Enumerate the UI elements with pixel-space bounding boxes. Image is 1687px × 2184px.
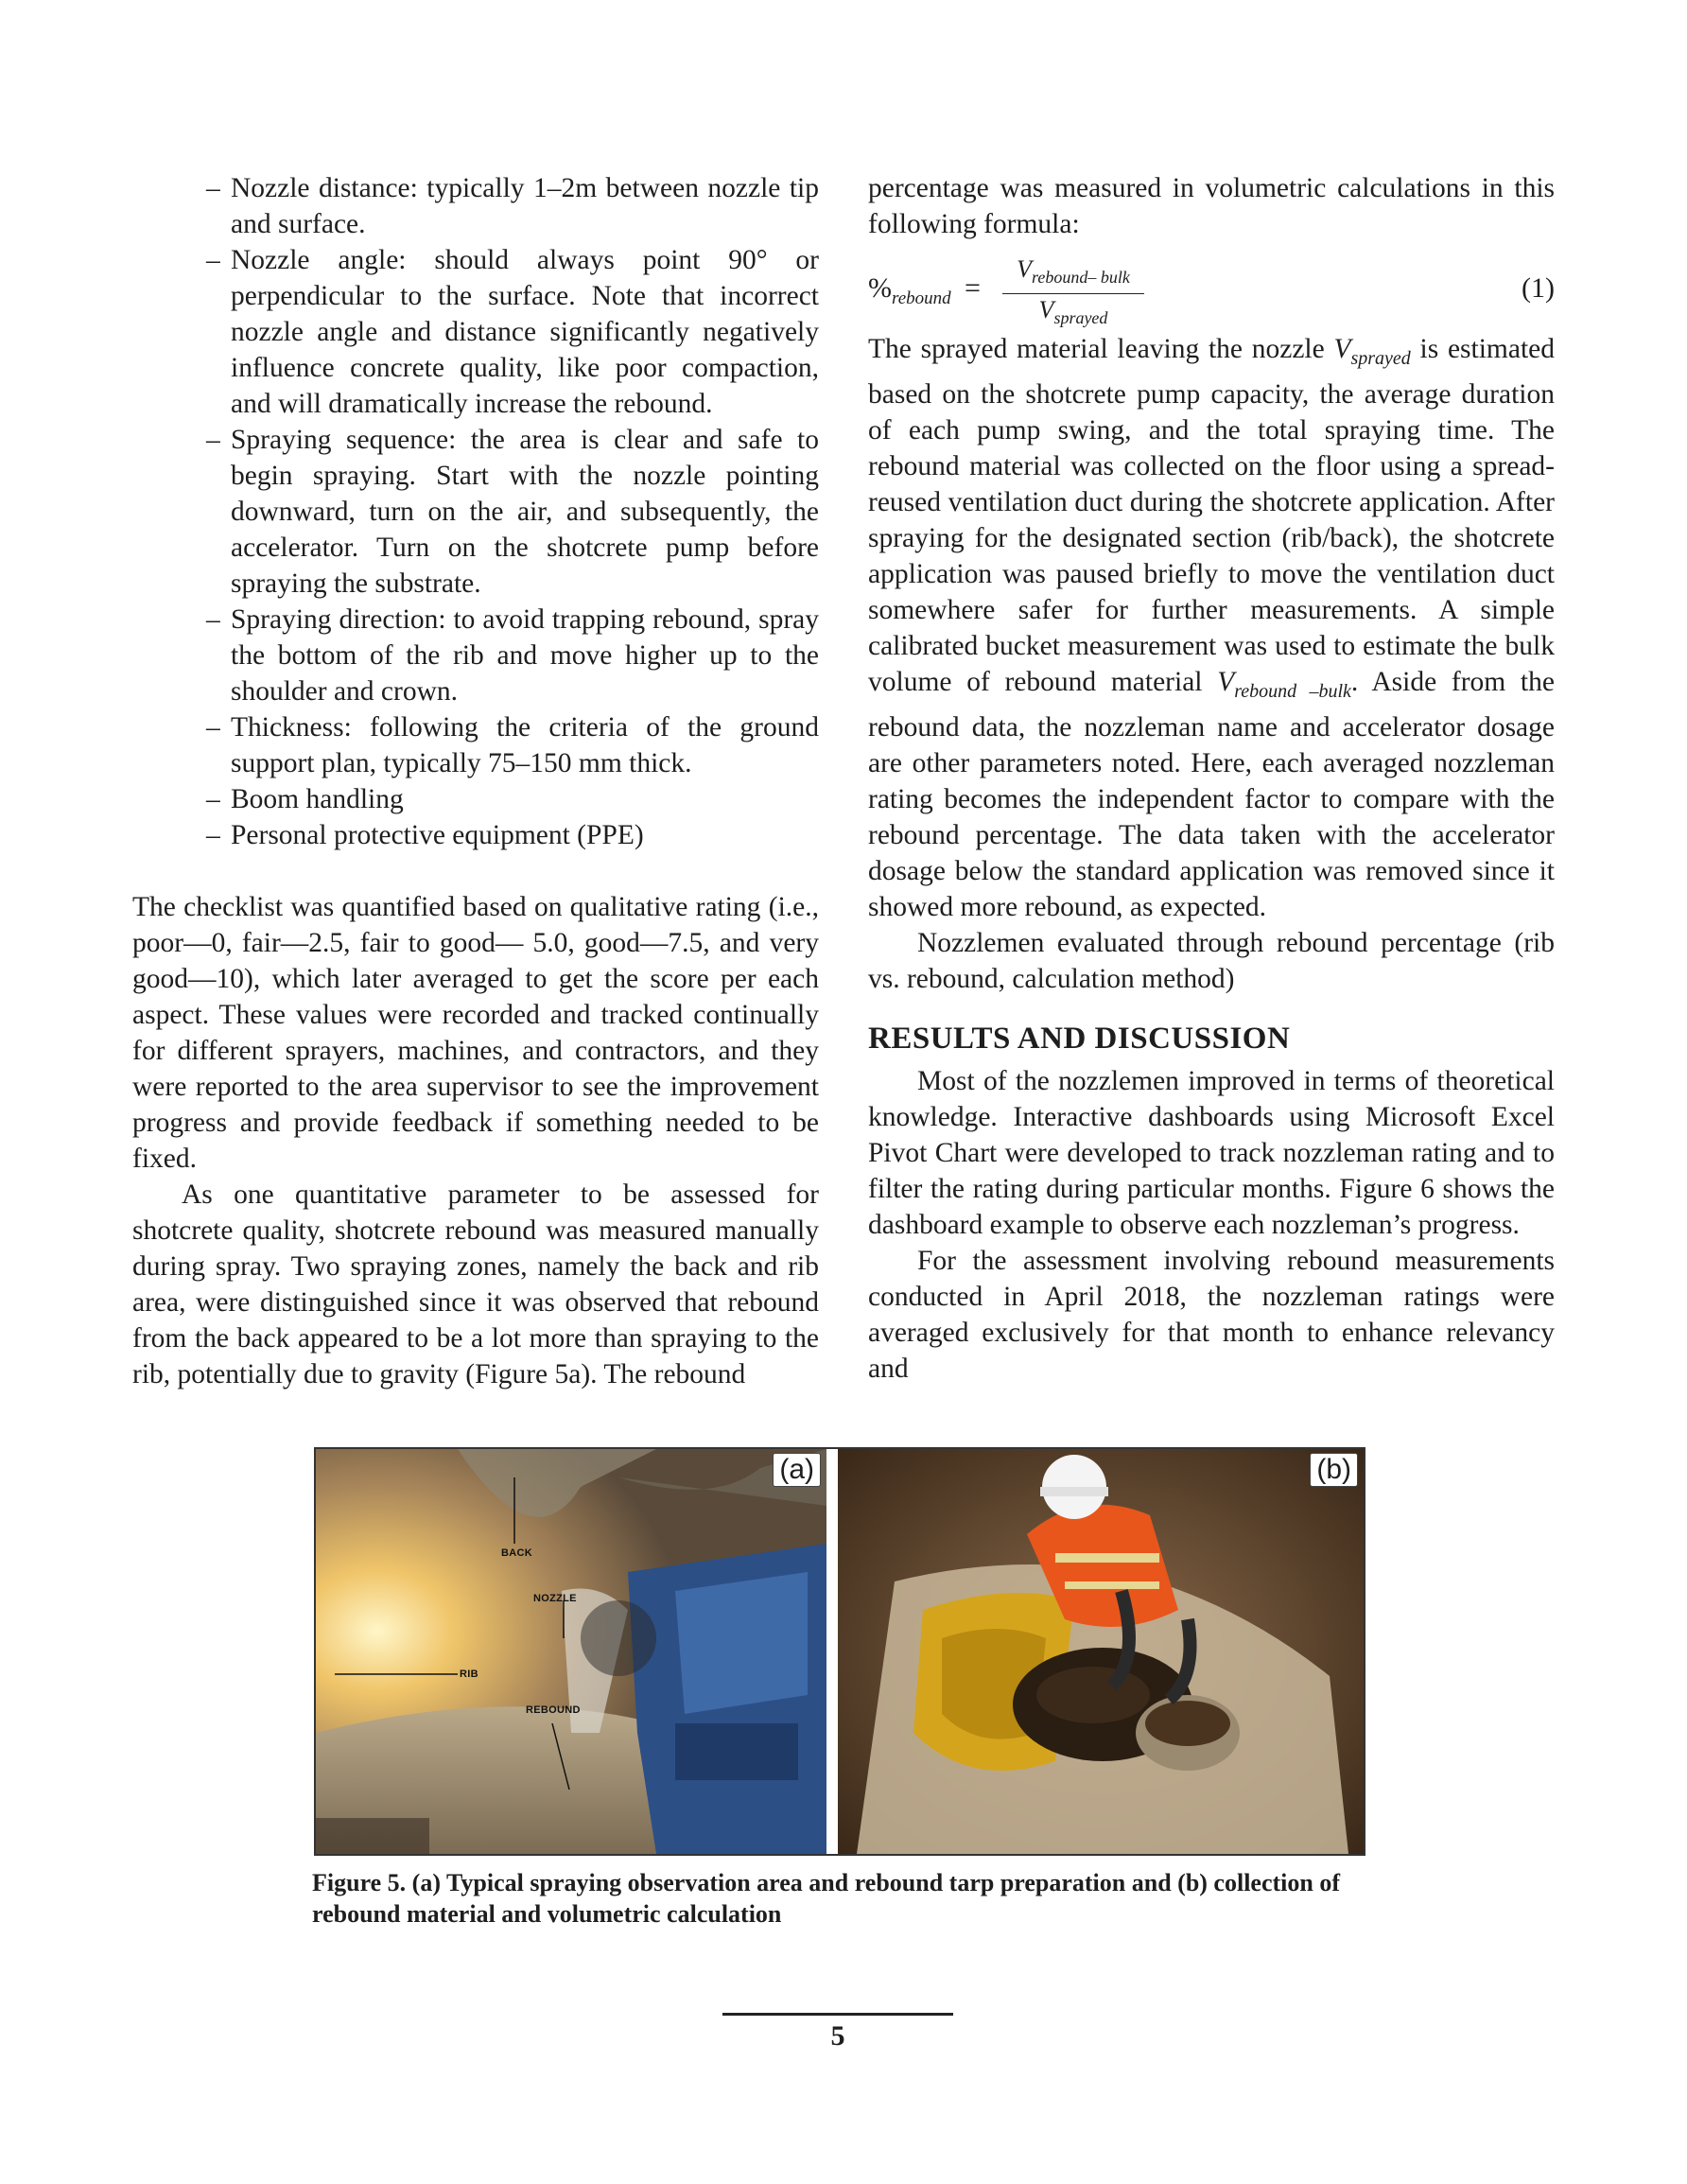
figure-5a-photo (316, 1449, 826, 1854)
section-heading-results: RESULTS AND DISCUSSION (868, 1021, 1291, 1056)
label-rebound: REBOUND (526, 1704, 581, 1716)
panel-label-b: (b) (1310, 1453, 1358, 1487)
bullet-item: – Boom handling (231, 781, 819, 817)
bullet-item: – Nozzle distance: typically 1–2m between nozzle tip and surface. (231, 170, 819, 242)
tunnel-spraying-photo (316, 1449, 826, 1854)
paragraph-nozzlemen-evaluated: Nozzlemen evaluated through rebound percentage (rib vs. rebound, calculation method) (868, 927, 1555, 994)
paragraph-results-dashboards: Most of the nozzlemen improved in terms of theoretical knowledge. Interactive dashboards using Microsoft Excel Pivot Chart were developed to track nozzleman rating and to filter the rating during particular months. Figure 6 shows the dashboard example to observe each nozzleman’s progress. (868, 1065, 1555, 1240)
equation-equals: = (965, 272, 981, 304)
label-back: BACK (501, 1547, 532, 1559)
equation-fraction (1002, 255, 1144, 332)
paragraph-sprayed-material: The sprayed material leaving the nozzle $V_{sprayed}$ is estimated based on the shotcrete pump capacity, the average duration of each pump swing, and the total spraying time. The rebound material was collected on the floor using a spread-reused ventilation duct during the shotcrete application. After spraying for the designated section (rib/back), the shotcrete application was paused briefly to move the ventilation duct somewhere safer for further measurements. A simple calibrated bucket measurement was used to estimate the bulk volume of rebound material $V_{rebound -bulk}$. Aside from the rebound data, the nozzleman name and accelerator dosage are other parameters noted. Here, each averaged nozzleman rating becomes the independent factor to compare with the rebound percentage. The data taken with the accelerator dosage below the standard application was removed since it showed more rebound, as expected. (868, 334, 1555, 922)
panel-label-a: (a) (773, 1453, 821, 1487)
footer-rule (722, 2013, 953, 2016)
equation-rebound-percentage (868, 255, 1555, 328)
bullet-item: – Spraying sequence: the area is clear and safe to begin spraying. Start with the nozzle pointing downward, turn on the air, and subsequently, the accelerator. Turn on the shotcrete pump before spraying the substrate. (231, 422, 819, 602)
equation-number: (1) (1522, 272, 1555, 304)
bullet-item: – Thickness: following the criteria of the ground support plan, typically 75–150 mm thick. (231, 709, 819, 781)
rebound-collection-photo (838, 1449, 1364, 1854)
bullet-dash: – (206, 820, 220, 850)
bullet-dash: – (206, 604, 220, 635)
equation-lhs: $\%_{rebound}$ (868, 272, 951, 308)
bullet-dash: – (206, 784, 220, 814)
bullet-item: – Personal protective equipment (PPE) (231, 817, 819, 853)
bullet-item: – Nozzle angle: should always point 90° or perpendicular to the surface. Note that incorrect nozzle angle and distance significantly negatively influence concrete quality, like poor compaction, and will dramatically increase the rebound. (231, 242, 819, 422)
bullet-dash: – (206, 425, 220, 455)
fraction-bar (1002, 293, 1144, 294)
paragraph-rebound-measurement: As one quantitative parameter to be assessed for shotcrete quality, shotcrete rebound was measured manually during spray. Two spraying zones, namely the back and rib area, were distinguished since it was observed that rebound from the back appeared to be a lot more than spraying to the rib, potentially due to gravity (Figure 5a). The rebound (132, 1179, 819, 1389)
label-rib: RIB (460, 1669, 478, 1680)
fraction-numerator: $V_{rebound- bulk}$ (1017, 255, 1130, 288)
bullet-dash: – (206, 245, 220, 275)
left-column (132, 170, 819, 1392)
paragraph-checklist-rating: The checklist was quantified based on qualitative rating (i.e., poor—0, fair—2.5, fair to good— 5.0, good—7.5, and very good—10), which later averaged to get the score per each aspect. These values were recorded and tracked continually for different sprayers, machines, and contractors, and they were reported to the area supervisor to see the improvement progress and provide feedback if something needed to be fixed. (132, 892, 819, 1174)
figure-5b-photo (838, 1449, 1364, 1854)
bullet-dash: – (206, 712, 220, 743)
label-nozzle: NOZZLE (533, 1593, 577, 1604)
paragraph-april-assessment: For the assessment involving rebound measurements conducted in April 2018, the nozzleman ratings were averaged exclusively for that month to enhance relevancy and (868, 1245, 1555, 1384)
checklist-bullets (132, 170, 819, 853)
right-column (868, 170, 1555, 1387)
fraction-denominator: $V_{sprayed}$ (1038, 296, 1108, 328)
figure-5 (314, 1447, 1365, 1856)
page-number: 5 (830, 2020, 845, 2052)
paragraph-formula-intro: percentage was measured in volumetric calculations in this following formula: (868, 173, 1555, 239)
bullet-item: – Spraying direction: to avoid trapping rebound, spray the bottom of the rib and move higher up to the shoulder and crown. (231, 602, 819, 709)
bullet-dash: – (206, 173, 220, 203)
figure-5-caption: Figure 5. (a) Typical spraying observation area and rebound tarp preparation and (b) collection of rebound material and volumetric calculation (312, 1869, 1340, 1928)
